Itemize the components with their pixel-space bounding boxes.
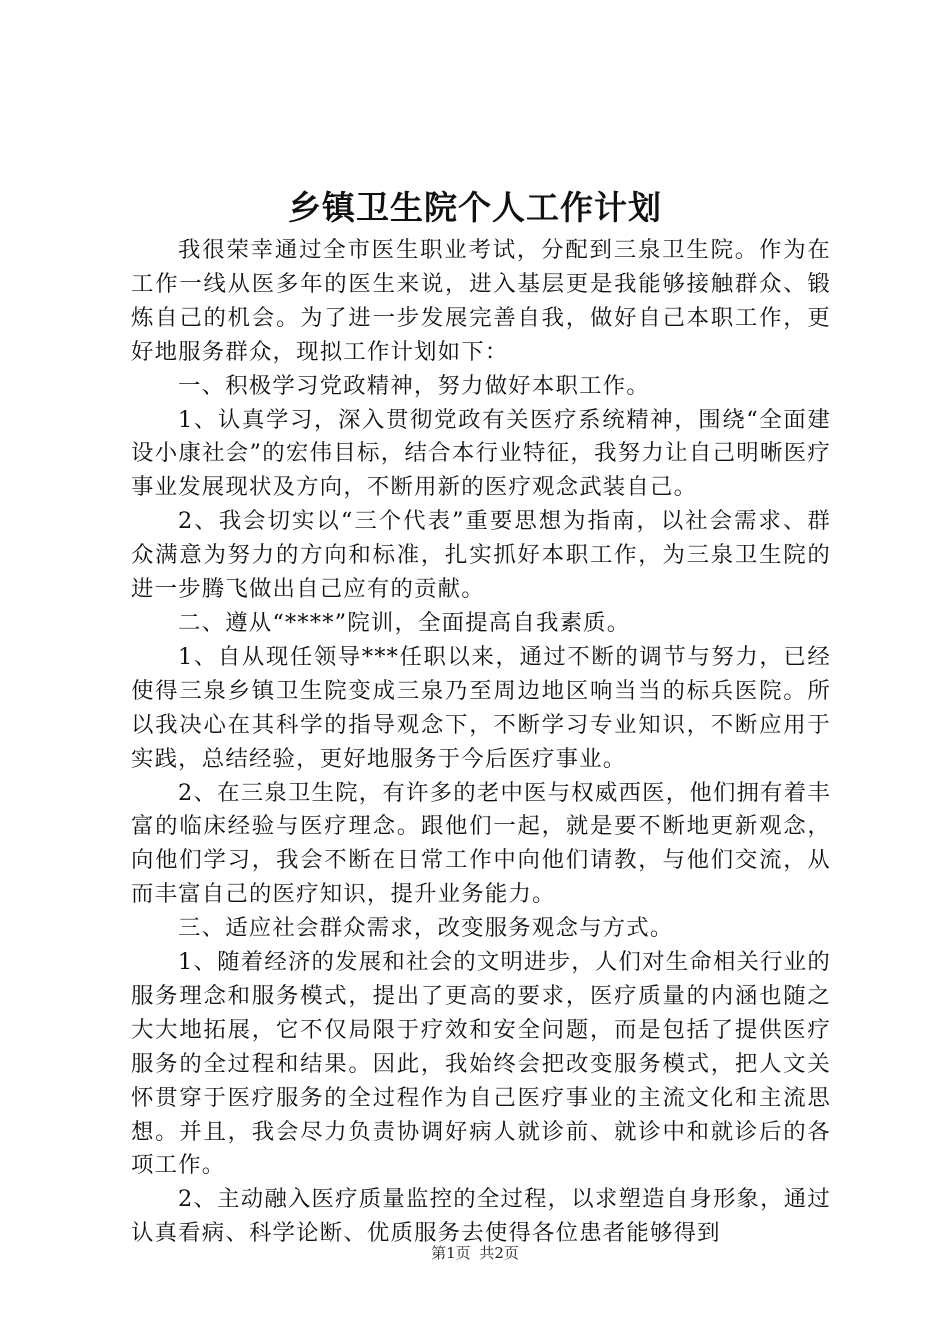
document-title: 乡镇卫生院个人工作计划: [288, 188, 662, 227]
paragraph-intro: 我很荣幸通过全市医生职业考试，分配到三泉卫生院。作为在工作一线从医多年的医生来说，进入基层更是我能够接触群众、锻炼自己的机会。为了进一步发展完善自我，做好自己本职工作，更好地服务群众，现拟工作计划如下：: [131, 237, 831, 365]
paragraph-3-2: 2、主动融入医疗质量监控的全过程，以求塑造自身形象，通过认真看病、科学论断、优质服务去使得各位患者能够得到: [131, 1186, 831, 1247]
page-total: 共2页: [479, 1244, 519, 1262]
document-body: [131, 234, 831, 1251]
section-heading-3: 三、适应社会群众需求，改变服务观念与方式。: [178, 915, 674, 942]
paragraph-2-1: 1、自从现任领导***任职以来，通过不断的调节与努力，已经使得三泉乡镇卫生院变成三泉乃至周边地区响当当的标兵医院。所以我决心在其科学的指导观念下，不断学习专业知识，不断应用于实践，总结经验，更好地服务于今后医疗事业。: [131, 643, 831, 772]
paragraph-1-1: 1、认真学习，深入贯彻党政有关医疗系统精神，围绕“全面建设小康社会”的宏伟目标，结合本行业特征，我努力让自己明晰医疗事业发展现状及方向，不断用新的医疗观念武装自己。: [131, 406, 831, 501]
paragraph-3-1: 1、随着经济的发展和社会的文明进步，人们对生命相关行业的服务理念和服务模式，提出了更高的要求，医疗质量的内涵也随之大大地拓展，它不仅局限于疗效和安全问题，而是包括了提供医疗服务的全过程和结果。因此，我始终会把改变服务模式，把人文关怀贯穿于医疗服务的全过程作为自己医疗事业的主流文化和主流思想。并且，我会尽力负责协调好病人就诊前、就诊中和就诊后的各项工作。: [131, 949, 831, 1179]
paragraph-2-2: 2、在三泉卫生院，有许多的老中医与权威西医，他们拥有着丰富的临床经验与医疗理念。跟他们一起，就是要不断地更新观念，向他们学习，我会不断在日常工作中向他们请教，与他们交流，从而丰富自己的医疗知识，提升业务能力。: [131, 779, 831, 908]
page-number: 第1页: [431, 1244, 471, 1262]
paragraph-1-2: 2、我会切实以“三个代表”重要思想为指南，以社会需求、群众满意为努力的方向和标准，扎实抓好本职工作，为三泉卫生院的进一步腾飞做出自己应有的贡献。: [131, 508, 831, 603]
page-footer: [0, 1243, 950, 1263]
section-heading-2: 二、遵从“****”院训，全面提高自我素质。: [178, 609, 631, 636]
section-heading-1: 一、积极学习党政精神，努力做好本职工作。: [178, 372, 650, 399]
